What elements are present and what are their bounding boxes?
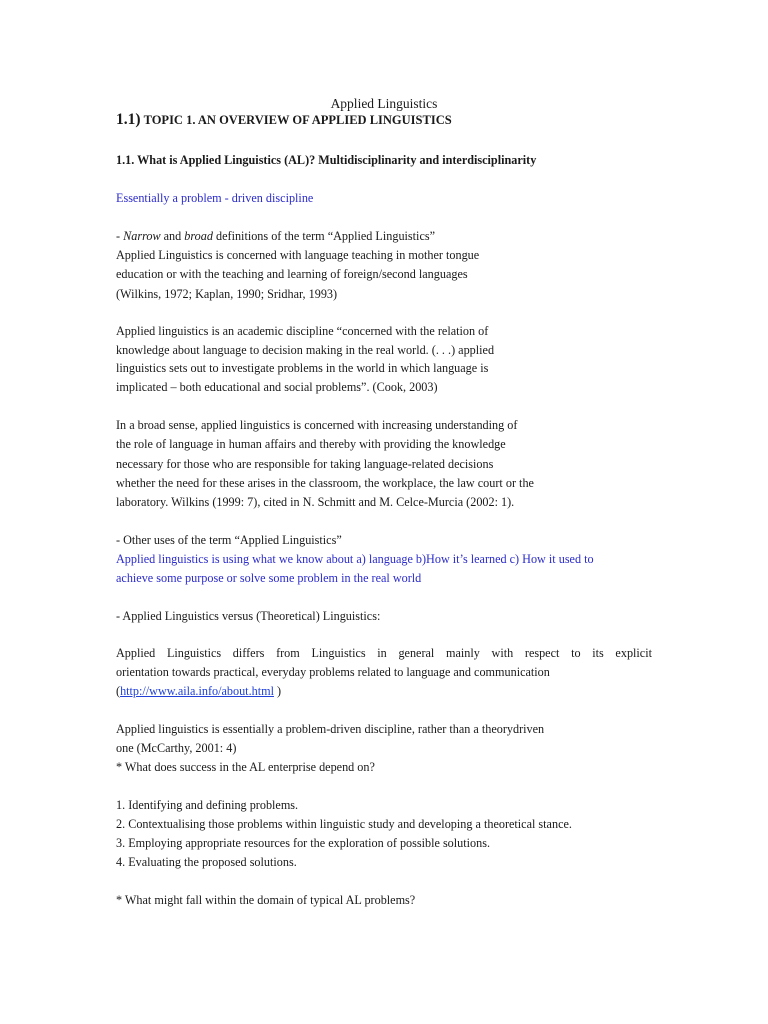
section-subheading: 1.1. What is Applied Linguistics (AL)? Multidisciplinarity and interdisciplinarity	[116, 153, 537, 167]
broad-paragraph-line: necessary for those who are responsible for taking language-related decisions	[116, 457, 494, 471]
definitions-prefix: -	[116, 229, 124, 243]
blue-note: Essentially a problem - driven discipline	[116, 191, 314, 205]
narrow-term: Narrow	[123, 229, 161, 243]
topic-title: TOPIC 1. AN OVERVIEW OF APPLIED LINGUISTICS	[143, 113, 452, 127]
link-close-paren: )	[273, 684, 282, 698]
broad-paragraph-line: laboratory. Wilkins (1999: 7), cited in N. Schmitt and M. Celce-Murcia (2002: 1).	[116, 495, 515, 509]
versus-line: Applied Linguistics differs from Linguistics in general mainly with respect to its explicit	[116, 646, 652, 660]
cook-paragraph-line: Applied linguistics is an academic discipline “concerned with the relation of	[116, 324, 489, 338]
broad-term: broad	[184, 229, 213, 243]
document-title: Applied Linguistics	[330, 96, 438, 111]
domain-question: * What might fall within the domain of typical AL problems?	[116, 893, 416, 907]
step-item: 1. Identifying and defining problems.	[116, 798, 299, 812]
step-item: 3. Employing appropriate resources for the exploration of possible solutions.	[116, 836, 491, 850]
success-question: * What does success in the AL enterprise depend on?	[116, 760, 375, 774]
aila-link-line	[116, 684, 281, 699]
broad-paragraph-line: In a broad sense, applied linguistics is concerned with increasing understanding of	[116, 418, 518, 432]
topic-heading	[116, 112, 452, 128]
versus-line: orientation towards practical, everyday problems related to language and communication	[116, 665, 550, 679]
definitions-and: and	[160, 229, 185, 243]
step-item: 2. Contextualising those problems within linguistic study and developing a theoretical stance.	[116, 817, 572, 831]
broad-paragraph-line: the role of language in human affairs and thereby with providing the knowledge	[116, 437, 506, 451]
link-open-paren: (	[116, 684, 121, 698]
versus-heading: - Applied Linguistics versus (Theoretical) Linguistics:	[116, 609, 381, 623]
definitions-line: Applied Linguistics is concerned with language teaching in mother tongue	[116, 248, 480, 262]
mccarthy-line: Applied linguistics is essentially a problem-driven discipline, rather than a theorydriven	[116, 722, 545, 736]
definitions-line: education or with the teaching and learning of foreign/second languages	[116, 267, 468, 281]
cook-paragraph-line: knowledge about language to decision making in the real world. (. . .) applied	[116, 343, 495, 357]
mccarthy-line: one (McCarthy, 2001: 4)	[116, 741, 237, 755]
cook-paragraph-line: implicated – both educational and social problems”. (Cook, 2003)	[116, 380, 438, 394]
other-uses-blue-line: achieve some purpose or solve some problem in the real world	[116, 571, 422, 585]
cook-paragraph-line: linguistics sets out to investigate problems in the world in which language is	[116, 361, 489, 375]
other-uses-heading: - Other uses of the term “Applied Linguistics”	[116, 533, 342, 547]
topic-number: 1.1)	[116, 111, 141, 128]
step-item: 4. Evaluating the proposed solutions.	[116, 855, 297, 869]
definitions-heading	[116, 229, 435, 244]
definitions-suffix: definitions of the term “Applied Linguistics”	[212, 229, 436, 243]
broad-paragraph-line: whether the need for these arises in the classroom, the workplace, the law court or the	[116, 476, 534, 490]
aila-link[interactable]: http://www.aila.info/about.html	[120, 684, 274, 698]
other-uses-blue-line: Applied linguistics is using what we know about a) language b)How it’s learned c) How it used to	[116, 552, 594, 566]
definitions-line: (Wilkins, 1972; Kaplan, 1990; Sridhar, 1993)	[116, 287, 338, 301]
